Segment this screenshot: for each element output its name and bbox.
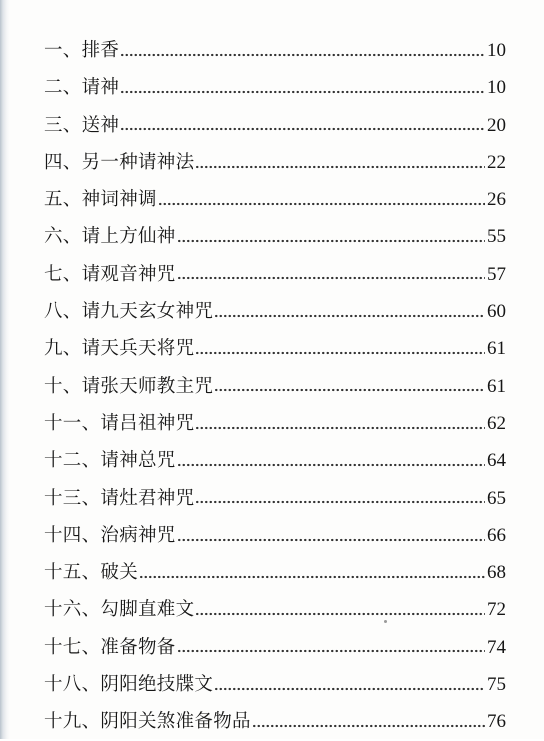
dot-leader [214, 314, 485, 318]
toc-entry[interactable] [44, 69, 506, 106]
dot-leader [195, 165, 485, 169]
dot-leader [158, 202, 485, 206]
toc-entry[interactable] [44, 107, 506, 144]
toc-entry[interactable] [44, 442, 506, 479]
toc-entry-label: 四、另一种请神法 [44, 151, 195, 173]
dot-leader [120, 90, 485, 94]
toc-entry-label: 十三、请灶君神咒 [44, 487, 195, 509]
dot-leader [177, 239, 485, 243]
toc-entry-page-number: 75 [487, 674, 506, 696]
toc-entry-page-number: 62 [487, 412, 506, 434]
toc-entry-label: 五、神词神调 [44, 189, 157, 211]
toc-entry[interactable] [44, 703, 506, 740]
toc-entry-label: 十四、治病神咒 [44, 524, 176, 546]
toc-entry-label: 十五、破关 [44, 562, 139, 584]
toc-entry-page-number: 10 [487, 77, 506, 99]
toc-entry-page-number: 76 [487, 711, 506, 733]
toc-entry[interactable] [44, 554, 506, 591]
toc-entry-label: 十二、请神总咒 [44, 450, 176, 472]
toc-entry-label: 十九、阴阳关煞准备物品 [44, 711, 251, 733]
page-edge-shadow [0, 0, 10, 739]
toc-entry[interactable] [44, 32, 506, 69]
toc-entry-page-number: 74 [487, 636, 506, 658]
toc-entry[interactable] [44, 480, 506, 517]
toc-entry[interactable] [44, 144, 506, 181]
dot-leader [195, 426, 485, 430]
toc-entry-page-number: 26 [487, 189, 506, 211]
toc-entry[interactable] [44, 330, 506, 367]
toc-entry-page-number: 20 [487, 114, 506, 136]
toc-entry-page-number: 55 [487, 226, 506, 248]
toc-entry-page-number: 22 [487, 151, 506, 173]
dot-leader [195, 612, 485, 616]
toc-entry[interactable] [44, 517, 506, 554]
toc-entry-label: 七、请观音神咒 [44, 263, 176, 285]
dot-leader [120, 127, 485, 131]
dot-leader [177, 276, 485, 280]
toc-entry-page-number: 60 [487, 301, 506, 323]
toc-entry-label: 二、请神 [44, 77, 120, 99]
toc-entry[interactable] [44, 405, 506, 442]
dot-leader [177, 463, 485, 467]
toc-entry-page-number: 72 [487, 599, 506, 621]
toc-entry[interactable] [44, 256, 506, 293]
toc-entry[interactable] [44, 591, 506, 628]
toc-entry-page-number: 68 [487, 562, 506, 584]
toc-entry-page-number: 10 [487, 40, 506, 61]
dot-leader [252, 724, 485, 728]
toc-entry[interactable] [44, 666, 506, 703]
toc-entry-label: 一、排香 [44, 40, 120, 61]
toc-entry-label: 十八、阴阳绝技牒文 [44, 674, 214, 696]
toc-entry-label: 十七、准备物备 [44, 636, 176, 658]
toc-entry-label: 三、送神 [44, 114, 120, 136]
toc-entry-label: 九、请天兵天将咒 [44, 338, 195, 360]
toc-entry-page-number: 57 [487, 263, 506, 285]
dot-leader [195, 500, 485, 504]
toc-entry-label: 十一、请吕祖神咒 [44, 412, 195, 434]
dot-leader [214, 388, 485, 392]
toc-entry[interactable] [44, 218, 506, 255]
toc-entry-label: 八、请九天玄女神咒 [44, 301, 214, 323]
toc-entry[interactable] [44, 629, 506, 666]
toc-entry-page-number: 61 [487, 375, 506, 397]
dot-leader [120, 53, 485, 57]
toc-entry-page-number: 66 [487, 524, 506, 546]
toc-entry[interactable] [44, 293, 506, 330]
toc-entry-page-number: 61 [487, 338, 506, 360]
toc-entry-page-number: 64 [487, 450, 506, 472]
toc-entry[interactable] [44, 368, 506, 405]
toc-entry-label: 六、请上方仙神 [44, 226, 176, 248]
table-of-contents [44, 32, 506, 741]
toc-entry-page-number: 65 [487, 487, 506, 509]
toc-entry-label: 十六、勾脚直难文 [44, 599, 195, 621]
toc-entry-label: 十、请张天师教主咒 [44, 375, 214, 397]
dot-leader [177, 649, 485, 653]
dot-leader [214, 687, 485, 691]
dot-leader [195, 351, 485, 355]
toc-entry[interactable] [44, 181, 506, 218]
dot-leader [177, 538, 485, 542]
dot-leader [139, 575, 485, 579]
